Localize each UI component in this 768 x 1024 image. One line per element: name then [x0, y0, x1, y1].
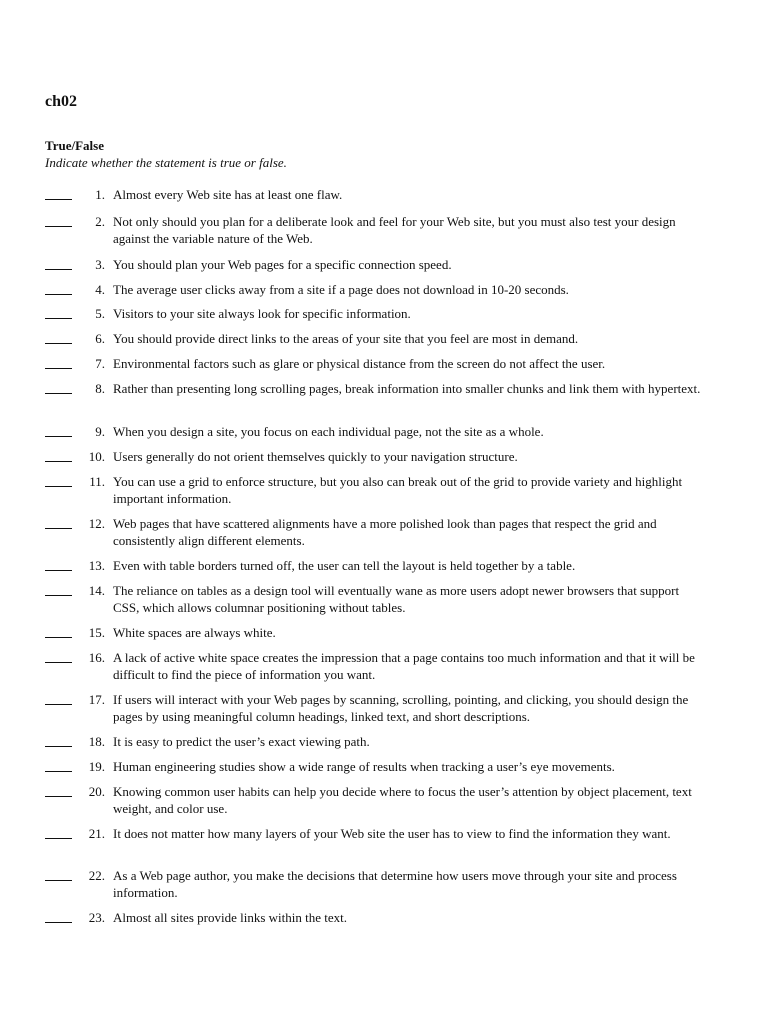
question-number: 23.	[88, 910, 105, 925]
answer-blank[interactable]	[45, 825, 72, 839]
question-number: 1.	[95, 187, 105, 202]
question-text: The average user clicks away from a site if a page does not download in 10-20 seconds.	[113, 282, 569, 297]
question-text: If users will interact with your Web pages by scanning, scrolling, pointing, and clicking, you should design the pages by using meaningful column headings, linked text, and short descriptions.	[113, 692, 689, 724]
answer-blank[interactable]	[45, 649, 72, 663]
question-number: 22.	[88, 868, 105, 883]
question-number: 7.	[95, 356, 105, 371]
question-number: 4.	[95, 282, 105, 297]
document-title: ch02	[45, 93, 77, 110]
question-text: You can use a grid to enforce structure, but you also can break out of the grid to provide variety and highlight important information.	[113, 474, 683, 506]
question-number: 10.	[88, 449, 105, 464]
answer-blank[interactable]	[45, 624, 72, 638]
answer-blank[interactable]	[45, 733, 72, 747]
answer-blank[interactable]	[45, 758, 72, 772]
question-number: 20.	[88, 784, 105, 799]
question-text: Even with table borders turned off, the user can tell the layout is held together by a table.	[113, 558, 576, 573]
question-number: 15.	[88, 625, 105, 640]
answer-blank[interactable]	[45, 473, 72, 487]
question-number: 21.	[88, 826, 105, 841]
question-number: 3.	[95, 257, 105, 272]
answer-blank[interactable]	[45, 691, 72, 705]
question-text: Almost all sites provide links within the text.	[113, 910, 347, 925]
answer-blank[interactable]	[45, 557, 72, 571]
question-number: 13.	[88, 558, 105, 573]
answer-blank[interactable]	[45, 515, 72, 529]
question-text: Human engineering studies show a wide range of results when tracking a user’s eye movements.	[113, 759, 615, 774]
question-number: 12.	[88, 516, 105, 531]
question-number: 17.	[88, 692, 105, 707]
answer-blank[interactable]	[45, 448, 72, 462]
question-text: A lack of active white space creates the impression that a page contains too much information and that it will be difficult to find the piece of information you want.	[113, 650, 695, 682]
question-number: 2.	[95, 214, 105, 229]
question-text: Users generally do not orient themselves quickly to your navigation structure.	[113, 449, 518, 464]
question-text: As a Web page author, you make the decisions that determine how users move through your site and process information.	[113, 868, 677, 900]
question-number: 9.	[95, 424, 105, 439]
answer-blank[interactable]	[45, 281, 72, 295]
section-instructions: Indicate whether the statement is true or false.	[45, 155, 287, 170]
question-text: Environmental factors such as glare or physical distance from the screen do not affect the user.	[113, 356, 606, 371]
question-text: White spaces are always white.	[113, 625, 276, 640]
question-text: Web pages that have scattered alignments have a more polished look than pages that respect the grid and consistently align different elements.	[113, 516, 657, 548]
question-text: Rather than presenting long scrolling pages, break information into smaller chunks and link them with hypertext.	[113, 381, 701, 396]
answer-blank[interactable]	[45, 305, 72, 319]
question-text: Almost every Web site has at least one flaw.	[113, 187, 343, 202]
question-number: 14.	[88, 583, 105, 598]
question-number: 6.	[95, 331, 105, 346]
section-heading: True/False	[45, 138, 104, 153]
answer-blank[interactable]	[45, 330, 72, 344]
question-text: It does not matter how many layers of your Web site the user has to view to find the information they want.	[113, 826, 671, 841]
answer-blank[interactable]	[45, 213, 72, 227]
question-text: Visitors to your site always look for specific information.	[113, 306, 411, 321]
answer-blank[interactable]	[45, 582, 72, 596]
question-text: You should plan your Web pages for a specific connection speed.	[113, 257, 452, 272]
answer-blank[interactable]	[45, 423, 72, 437]
question-number: 19.	[88, 759, 105, 774]
question-text: Not only should you plan for a deliberate look and feel for your Web site, but you must also test your design against the variable nature of the Web.	[113, 214, 676, 246]
answer-blank[interactable]	[45, 256, 72, 270]
answer-blank[interactable]	[45, 186, 72, 200]
answer-blank[interactable]	[45, 783, 72, 797]
question-text: It is easy to predict the user’s exact viewing path.	[113, 734, 370, 749]
question-text: Knowing common user habits can help you decide where to focus the user’s attention by object placement, text weight, and color use.	[113, 784, 692, 816]
answer-blank[interactable]	[45, 909, 72, 923]
question-text: You should provide direct links to the areas of your site that you feel are most in demand.	[113, 331, 579, 346]
question-text: The reliance on tables as a design tool will eventually wane as more users adopt newer browsers that support CSS, which allows columnar positioning without tables.	[113, 583, 680, 615]
question-number: 5.	[95, 306, 105, 321]
question-number: 11.	[89, 474, 105, 489]
answer-blank[interactable]	[45, 380, 72, 394]
question-text: When you design a site, you focus on each individual page, not the site as a whole.	[113, 424, 544, 439]
answer-blank[interactable]	[45, 867, 72, 881]
question-number: 18.	[88, 734, 105, 749]
question-number: 16.	[88, 650, 105, 665]
question-number: 8.	[95, 381, 105, 396]
answer-blank[interactable]	[45, 355, 72, 369]
